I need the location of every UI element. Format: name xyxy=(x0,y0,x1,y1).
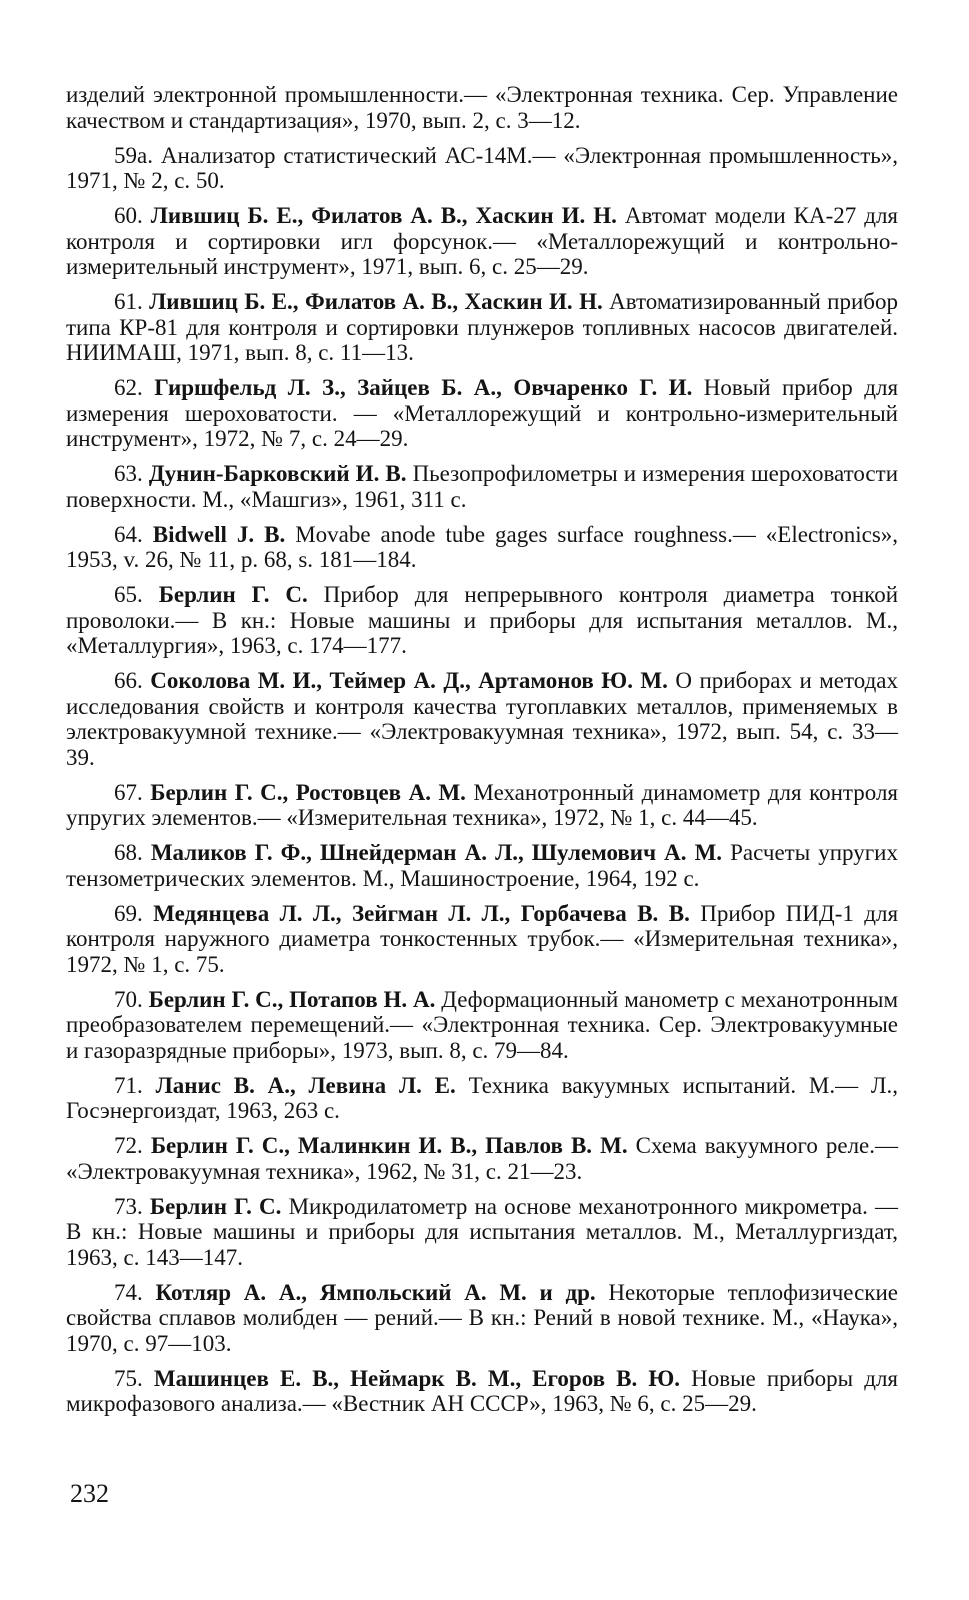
entry-number: 73. xyxy=(114,1193,143,1219)
bibliography-entry xyxy=(66,82,898,133)
entry-text: Прибор для непрерывного контроля диаметра тонкой проволоки.— В кн.: Новые машины и приборы для испытания металлов. М., «Металлургия», 1963, с. 174—177. xyxy=(66,582,898,658)
entry-text: Автомат модели КА-27 для контроля и сортировки игл форсунок.— «Металлорежущий и контрольно-измерительный инструмент», 1971, вып. 6, с. 25—29. xyxy=(66,203,899,279)
entry-authors: Маликов Г. Ф., Шнейдерман А. Л., Шулемович А. М. xyxy=(150,840,723,865)
entry-authors: Дунин-Барковский И. В. xyxy=(148,461,407,486)
entry-text: Анализатор статистический АС-14М.— «Электронная промышленность», 1971, № 2, с. 50. xyxy=(66,142,899,193)
entry-text: Новые приборы для микрофазового анализа.— «Вестник АН СССР», 1963, № 6, с. 25—29. xyxy=(66,1365,899,1416)
entry-text: Movabe anode tube gages surface roughness.— «Electronics», 1953, v. 26, № 11, p. 68, s. 181—184. xyxy=(66,521,899,572)
entry-authors: Медянцева Л. Л., Зейгман Л. Л., Горбачева В. В. xyxy=(153,900,690,926)
entry-text: Автоматизированный прибор типа КР-81 для контроля и сортировки плунжеров топливных насосов двигателей. НИИМАШ, 1971, вып. 8, с. 11—13. xyxy=(66,289,899,365)
bibliography-entry xyxy=(66,582,898,659)
entry-text: Некоторые теплофизические свойства сплавов молибден — рений.— В кн.: Рений в новой технике. М., «Наука», 1970, с. 97—103. xyxy=(66,1279,898,1356)
bibliography-entry xyxy=(66,461,898,512)
entry-number: 61. xyxy=(114,289,143,314)
page-number: 232 xyxy=(70,1479,109,1508)
entry-number: 75. xyxy=(114,1365,143,1391)
bibliography-entry xyxy=(66,780,898,831)
bibliography-entry xyxy=(66,1073,898,1124)
entry-text: Техника вакуумных испытаний. М.— Л., Госэнергоиздат, 1963, 263 с. xyxy=(66,1072,898,1123)
entry-authors: Берлин Г. С., Малинкин И. В., Павлов В. М. xyxy=(150,1133,628,1158)
entry-number: 60. xyxy=(114,203,143,228)
bibliography-entry xyxy=(66,1133,898,1184)
bibliography-entry xyxy=(66,375,898,452)
bibliography-entry xyxy=(66,143,898,194)
entry-authors: Соколова М. И., Теймер А. Д., Артамонов Ю. М. xyxy=(150,668,668,693)
entry-authors: Котляр А. А., Ямпольский А. М. и др. xyxy=(155,1279,596,1305)
bibliography-entry xyxy=(66,1366,898,1417)
bibliography-entry xyxy=(66,901,898,978)
entry-number: 67. xyxy=(114,779,143,805)
entry-text: Деформационный манометр с механотронным преобразователем перемещений.— «Электронная техника. Сер. Электровакуумные и газоразрядные приборы», 1973, вып. 8, с. 79—84. xyxy=(66,986,899,1063)
entry-text: Микродилатометр на основе механотронного микрометра. — В кн.: Новые машины и приборы для испытания металлов. М., Металлургиздат, 1963, с. 143—147. xyxy=(66,1193,898,1270)
entry-number: 65. xyxy=(114,582,143,607)
entry-text: Механотронный динамометр для контроля упругих элементов.— «Измерительная техника», 1972, № 1, с. 44—45. xyxy=(66,779,898,830)
entry-number: 69. xyxy=(114,900,143,926)
bibliography-entry xyxy=(66,203,898,280)
entry-number: 71. xyxy=(114,1072,143,1098)
entry-text: Схема вакуумного реле.— «Электровакуумная техника», 1962, № 31, с. 21—23. xyxy=(66,1133,899,1184)
entry-text: Новый прибор для измерения шероховатости. — «Металлорежущий и контрольно-измерительный инструмент», 1972, № 7, с. 24—29. xyxy=(66,375,899,451)
entry-number: 66. xyxy=(114,668,143,693)
bibliography-entry xyxy=(66,1280,898,1357)
entry-number: 70. xyxy=(114,986,143,1012)
entry-number: 62. xyxy=(114,375,143,400)
entry-text: Пьезопрофилометры и измерения шероховатости поверхности. М., «Машгиз», 1961, 311 с. xyxy=(66,461,898,512)
entry-text: О приборах и методах исследования свойств и контроля качества тугоплавких металлов, применяемых в электровакуумной технике.— «Электровакуумная техника», 1972, вып. 54, с. 33—39. xyxy=(66,668,898,770)
entry-number: 63. xyxy=(114,461,143,486)
entry-authors: Берлин Г. С. xyxy=(149,1193,282,1219)
entry-number: 74. xyxy=(114,1279,143,1305)
bibliography-entry xyxy=(66,1194,898,1271)
bibliography-entry xyxy=(66,522,898,573)
entry-authors: Машинцев Е. В., Неймарк В. М., Егоров В. Ю. xyxy=(153,1365,680,1391)
entry-number: 72. xyxy=(114,1133,143,1158)
entry-number: 59а. xyxy=(114,142,153,168)
entry-authors: Гиршфельд Л. З., Зайцев Б. А., Овчаренко Г. И. xyxy=(154,375,693,400)
bibliography-entry xyxy=(66,840,898,891)
entry-number: 64. xyxy=(114,521,143,547)
entry-number: 68. xyxy=(114,840,143,865)
entry-authors: Лившиц Б. Е., Филатов А. В., Хаскин И. Н. xyxy=(149,289,603,314)
entry-authors: Берлин Г. С., Потапов Н. А. xyxy=(148,986,436,1012)
bibliography-entry xyxy=(66,987,898,1064)
entry-authors: Bidwell J. B. xyxy=(152,521,286,547)
bibliography-list xyxy=(66,82,898,1426)
entry-authors: Лившиц Б. Е., Филатов А. В., Хаскин И. Н. xyxy=(150,203,617,228)
entry-authors: Берлин Г. С. xyxy=(158,582,308,607)
bibliography-entry xyxy=(66,289,898,366)
entry-authors: Ланис В. А., Левина Л. Е. xyxy=(155,1072,456,1098)
entry-text: изделий электронной промышленности.— «Электронная техника. Сер. Управление качеством и стандартизация», 1970, вып. 2, с. 3—12. xyxy=(66,82,898,133)
entry-authors: Берлин Г. С., Ростовцев А. М. xyxy=(150,779,466,805)
entry-text: Прибор ПИД-1 для контроля наружного диаметра тонкостенных трубок.— «Измерительная техника», 1972, № 1, с. 75. xyxy=(66,900,899,977)
bibliography-entry xyxy=(66,668,898,770)
entry-text: Расчеты упругих тензометрических элементов. М., Машиностроение, 1964, 192 с. xyxy=(66,840,898,891)
